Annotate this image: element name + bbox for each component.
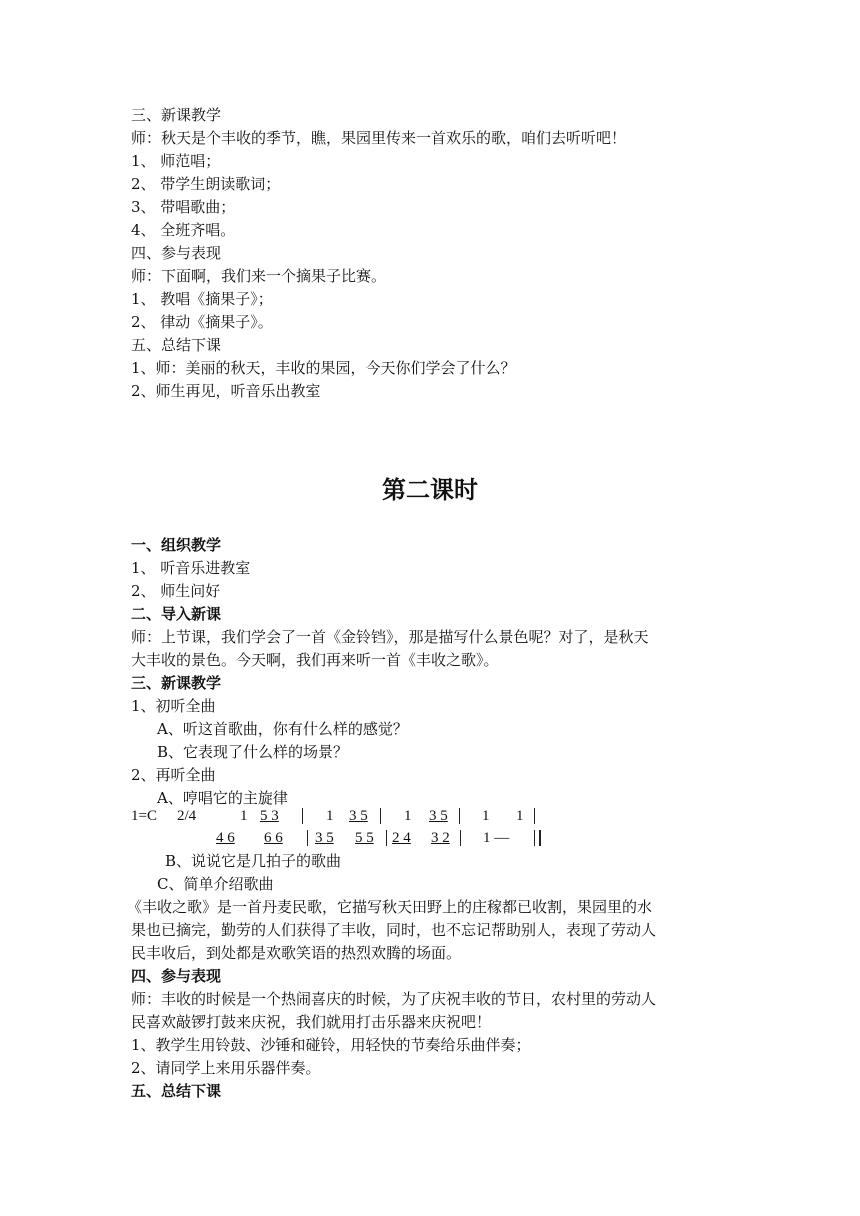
bar-line (386, 830, 387, 846)
list-item: 2、 带学生朗读歌词； (131, 175, 281, 193)
bar-line (534, 808, 535, 824)
paragraph: 大丰收的景色。今天啊，我们再来听一首《丰收之歌》。 (131, 651, 499, 669)
list-item: 2、师生再见，听音乐出教室 (131, 382, 321, 400)
bar-line (534, 830, 535, 846)
paragraph: 师：上节课，我们学会了一首《金铃铛》，那是描写什么景色呢？对了，是秋天 (131, 628, 649, 646)
score-note: 1 (482, 808, 490, 824)
list-item: 2、 师生问好 (131, 582, 221, 600)
list-item: 1、教学生用铃鼓、沙锤和碰铃，用轻快的节奏给乐曲伴奏； (131, 1036, 531, 1054)
score-note: 3 2 (431, 830, 450, 846)
score-note: 6 6 (264, 830, 283, 846)
paragraph: 果也已摘完，勤劳的人们获得了丰收，同时，也不忘记帮助别人，表现了劳动人 (131, 921, 657, 939)
sub-item: A、哼唱它的主旋律 (157, 789, 288, 807)
section-heading: 四、参与表现 (131, 244, 222, 262)
score-note: 1 — (483, 830, 510, 846)
bar-line (380, 808, 381, 824)
section-heading: 三、新课教学 (131, 674, 222, 692)
sub-item: C、简单介绍歌曲 (157, 875, 274, 893)
section-heading: 二、导入新课 (131, 605, 222, 623)
paragraph: 师：丰收的时候是一个热闹喜庆的时候，为了庆祝丰收的节日，农村里的劳动人 (131, 990, 657, 1008)
score-note: 5 3 (260, 808, 279, 824)
sub-item: B、说说它是几拍子的歌曲 (165, 852, 342, 870)
list-item: 1、 教唱《摘果子》； (131, 290, 273, 308)
final-bar-line (539, 830, 541, 846)
section-heading: 三、新课教学 (131, 106, 222, 124)
paragraph: 民丰收后，到处都是欢歌笑语的热烈欢腾的场面。 (131, 944, 462, 962)
list-item: 4、 全班齐唱。 (131, 221, 236, 239)
list-item: 1、 师范唱； (131, 152, 221, 170)
section-heading: 五、总结下课 (131, 336, 222, 354)
sub-item: A、听这首歌曲，你有什么样的感觉？ (157, 720, 408, 738)
bar-line (459, 808, 460, 824)
section-heading: 四、参与表现 (131, 967, 222, 985)
list-item: 3、 带唱歌曲； (131, 198, 236, 216)
section-heading: 一、组织教学 (131, 536, 222, 554)
score-note: 1 (326, 808, 334, 824)
list-item: 1、初听全曲 (131, 697, 216, 715)
score-note: 1 (404, 808, 412, 824)
score-note: 1 (240, 808, 248, 824)
score-note: 3 5 (429, 808, 448, 824)
sub-item: B、它表现了什么样的场景？ (157, 743, 349, 761)
list-item: 2、 律动《摘果子》。 (131, 313, 273, 331)
score-note: 2 4 (392, 830, 411, 846)
bar-line (460, 830, 461, 846)
paragraph: 民喜欢敲锣打鼓来庆祝，我们就用打击乐器来庆祝吧！ (131, 1013, 492, 1031)
list-item: 1、师：美丽的秋天，丰收的果园，今天你们学会了什么？ (131, 359, 516, 377)
section-heading: 五、总结下课 (131, 1082, 222, 1100)
score-meter: 2/4 (177, 808, 197, 824)
score-key: 1=C (131, 808, 157, 824)
score-note: 4 6 (216, 830, 235, 846)
score-note: 5 5 (355, 830, 374, 846)
bar-line (302, 808, 303, 824)
page-title: 第二课时 (382, 476, 478, 504)
list-item: 2、再听全曲 (131, 766, 216, 784)
paragraph: 师：秋天是个丰收的季节，瞧，果园里传来一首欢乐的歌，咱们去听听吧！ (131, 129, 627, 147)
list-item: 1、 听音乐进教室 (131, 559, 251, 577)
score-note: 1 (516, 808, 524, 824)
list-item: 2、请同学上来用乐器伴奏。 (131, 1059, 321, 1077)
paragraph: 师：下面啊，我们来一个摘果子比赛。 (131, 267, 387, 285)
paragraph: 《丰收之歌》是一首丹麦民歌，它描写秋天田野上的庄稼都已收割，果园里的水 (127, 898, 653, 916)
score-note: 3 5 (315, 830, 334, 846)
score-note: 3 5 (349, 808, 368, 824)
bar-line (307, 830, 308, 846)
